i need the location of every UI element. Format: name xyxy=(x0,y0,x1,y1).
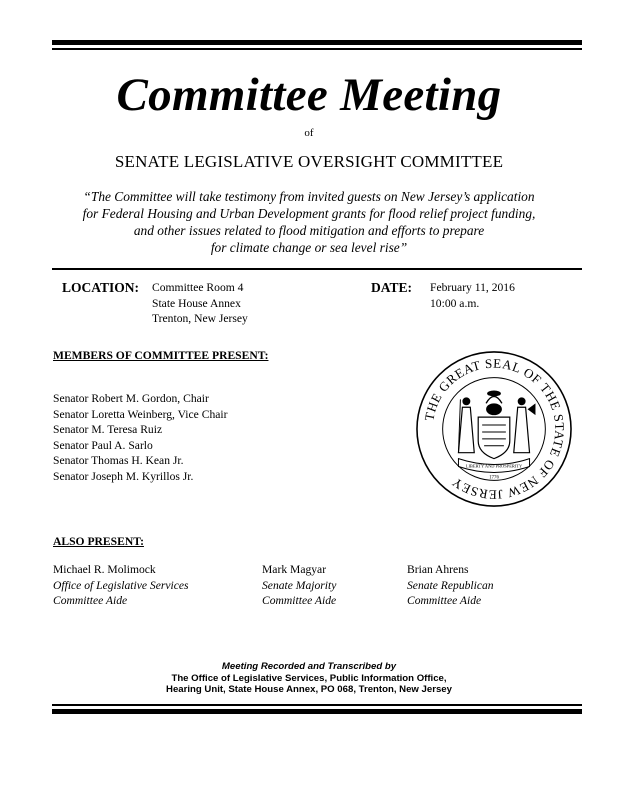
top-rule-thin xyxy=(52,48,582,50)
location-line: Committee Room 4 xyxy=(152,281,244,294)
bottom-rule-thin xyxy=(52,704,582,706)
seal-year-text: 1776 xyxy=(489,475,499,481)
members-list xyxy=(53,391,227,484)
seal-ring-text: THE GREAT SEAL OF THE STATE OF NEW JERSEY xyxy=(421,355,568,503)
date-line: 10:00 a.m. xyxy=(430,296,480,310)
description-line: “The Committee will take testimony from invited guests on New Jersey’s application xyxy=(83,189,535,204)
location-label: LOCATION: xyxy=(62,280,140,295)
aide-org: Senate Republican xyxy=(407,578,494,592)
also-present-heading: ALSO PRESENT: xyxy=(53,535,144,548)
of-text: of xyxy=(304,127,314,139)
aide-block xyxy=(262,562,336,609)
location-line: Trenton, New Jersey xyxy=(152,312,248,325)
bottom-rule-thick xyxy=(52,709,582,714)
member-item: Senator Joseph M. Kyrillos Jr. xyxy=(53,469,194,483)
meeting-description xyxy=(40,188,578,256)
aide-name: Michael R. Molimock xyxy=(53,563,156,576)
description-line: for Federal Housing and Urban Development grants for flood relief project funding, xyxy=(82,206,536,221)
top-rule-thick xyxy=(52,40,582,45)
page-title: Committee Meeting xyxy=(116,69,502,121)
date-label: DATE: xyxy=(371,280,413,295)
aide-org: Office of Legislative Services xyxy=(53,578,189,592)
member-item: Senator Thomas H. Kean Jr. xyxy=(53,454,184,467)
mid-rule xyxy=(52,268,582,270)
aide-role: Committee Aide xyxy=(262,594,337,607)
aide-name: Brian Ahrens xyxy=(407,563,469,576)
member-item: Senator M. Teresa Ruiz xyxy=(53,423,163,436)
footer-line: Hearing Unit, State House Annex, PO 068, Trenton, New Jersey xyxy=(166,684,452,695)
footer-line: The Office of Legislative Services, Public Information Office, xyxy=(171,672,447,684)
member-item: Senator Paul A. Sarlo xyxy=(53,438,153,452)
state-seal-icon xyxy=(415,350,573,508)
aide-block xyxy=(407,562,494,609)
date-value xyxy=(430,280,515,311)
location-line: State House Annex xyxy=(152,296,241,310)
members-heading: MEMBERS OF COMMITTEE PRESENT: xyxy=(53,349,269,362)
aide-name: Mark Magyar xyxy=(262,563,327,576)
aide-org: Senate Majority xyxy=(262,578,337,592)
description-line: for climate change or sea level rise” xyxy=(210,240,408,255)
description-line: and other issues related to flood mitigation and efforts to prepare xyxy=(133,223,485,238)
committee-name: SENATE LEGISLATIVE OVERSIGHT COMMITTEE xyxy=(114,152,504,171)
seal-banner-text: LIBERTY AND PROSPERITY xyxy=(465,463,523,469)
date-line: February 11, 2016 xyxy=(430,281,515,294)
aide-block xyxy=(53,562,189,609)
aide-role: Committee Aide xyxy=(53,594,128,607)
transcription-credit xyxy=(0,661,618,696)
member-item: Senator Loretta Weinberg, Vice Chair xyxy=(53,407,228,421)
footer-line: Meeting Recorded and Transcribed by xyxy=(221,661,397,672)
location-value xyxy=(152,280,248,327)
member-item: Senator Robert M. Gordon, Chair xyxy=(53,392,209,405)
aide-role: Committee Aide xyxy=(407,594,482,607)
